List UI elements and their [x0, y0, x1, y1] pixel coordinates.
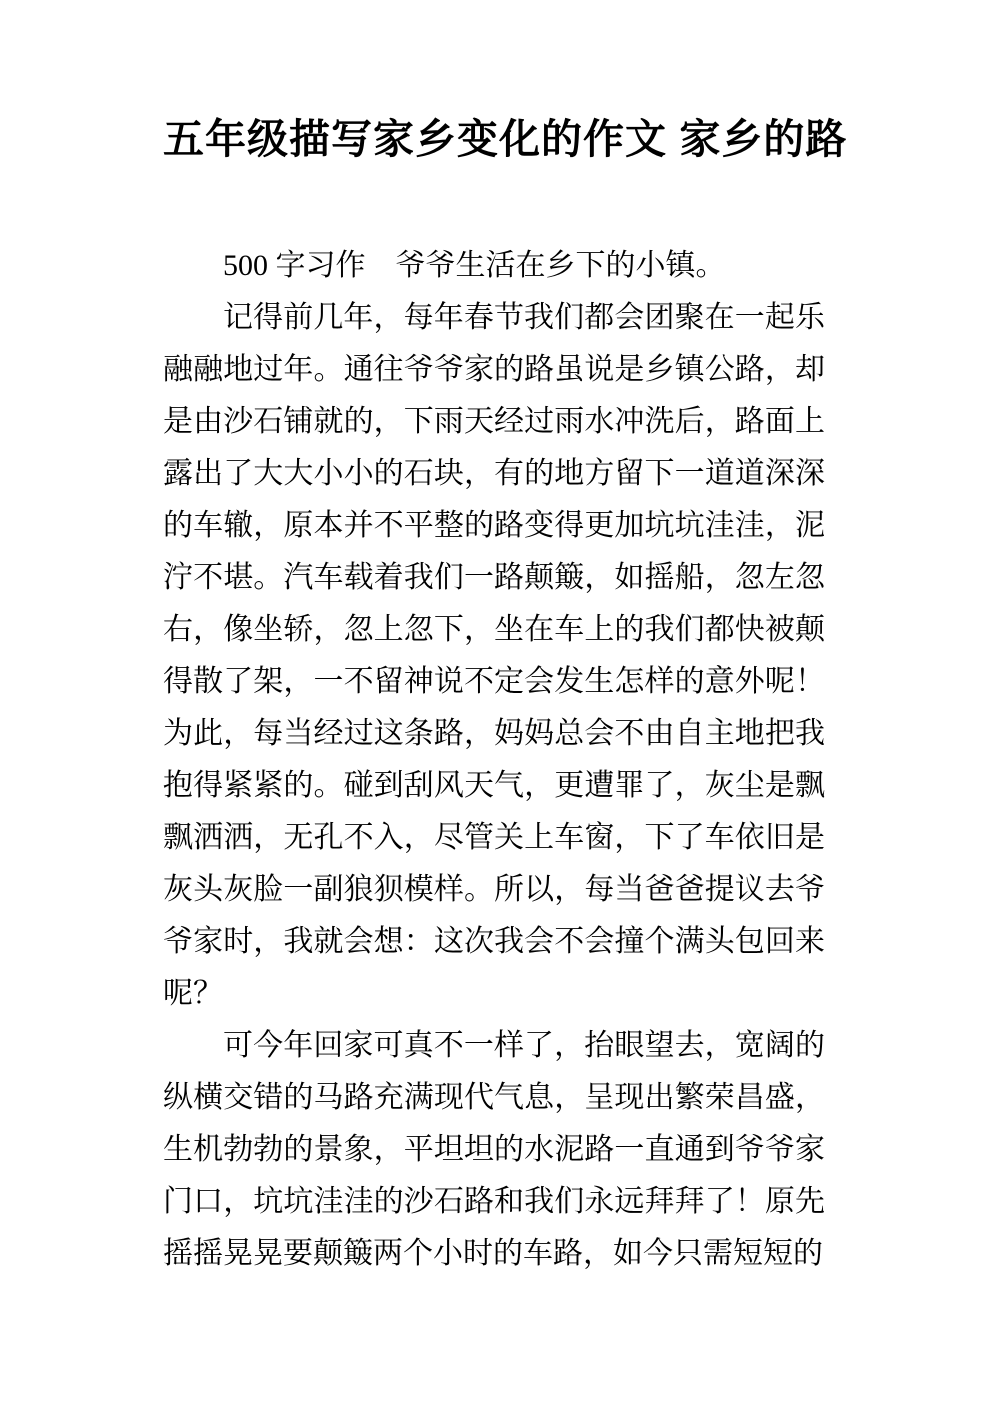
essay-body: [163, 240, 825, 1280]
essay-title: 五年级描写家乡变化的作文 家乡的路: [163, 116, 848, 162]
essay-paragraph-1: 记得前几年，每年春节我们都会团聚在一起乐融融地过年。通往爷爷家的路虽说是乡镇公路，却是由沙石铺就的，下雨天经过雨水冲洗后，路面上露出了大大小小的石块，有的地方留下一道道深深的车辙，原本并不平整的路变得更加坑坑洼洼，泥泞不堪。汽车载着我们一路颠簸，如摇船，忽左忽右，像坐轿，忽上忽下，坐在车上的我们都快被颠得散了架，一不留神说不定会发生怎样的意外呢！为此，每当经过这条路，妈妈总会不由自主地把我抱得紧紧的。碰到刮风天气，更遭罪了，灰尘是飘飘洒洒，无孔不入，尽管关上车窗，下了车依旧是灰头灰脸一副狼狈模样。所以，每当爸爸提议去爷爷家时，我就会想：这次我会不会撞个满头包回来呢？: [163, 301, 825, 1010]
essay-paragraph-2: 可今年回家可真不一样了，抬眼望去，宽阔的纵横交错的马路充满现代气息，呈现出繁荣昌盛，生机勃勃的景象，平坦坦的水泥路一直通到爷爷家门口，坑坑洼洼的沙石路和我们永远拜拜了！原先摇摇晃晃要颠簸两个小时的车路，如今只需短短的: [163, 1029, 825, 1270]
essay-intro-line: 500 字习作 爷爷生活在乡下的小镇。: [223, 249, 726, 282]
